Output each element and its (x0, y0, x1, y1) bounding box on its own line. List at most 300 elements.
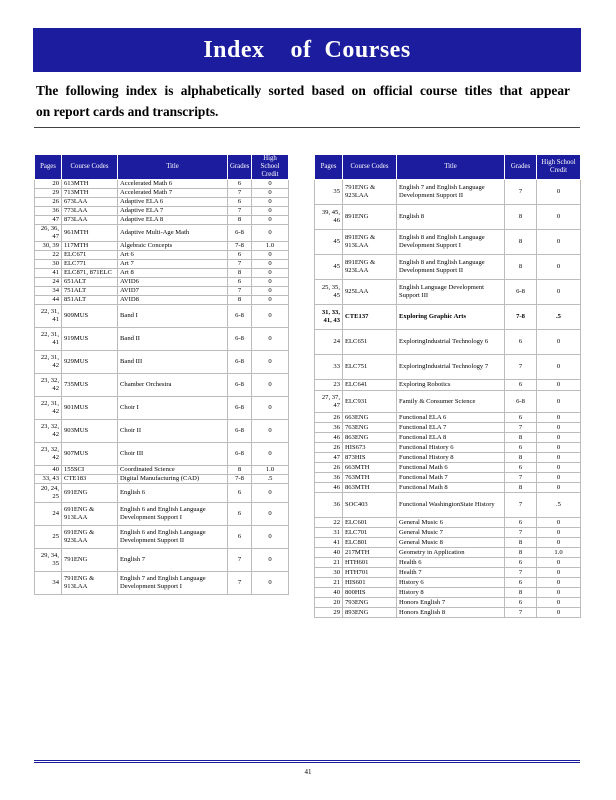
row-credit: 0 (252, 216, 289, 225)
header-grades: Grades (228, 155, 252, 180)
row-grades: 6 (505, 558, 537, 568)
row-grades: 6 (505, 380, 537, 391)
row-course-code: 793ENG (343, 598, 397, 608)
row-course-code: 751ALT (62, 287, 118, 296)
row-credit: 0 (537, 433, 581, 443)
row-pages: 23 (315, 380, 343, 391)
row-course-code: HIS601 (343, 578, 397, 588)
row-course-code: 613MTH (62, 180, 118, 189)
row-title: Functional History 6 (397, 443, 505, 453)
row-pages: 20 (35, 180, 62, 189)
row-grades: 8 (505, 548, 537, 558)
row-pages: 29 (315, 608, 343, 618)
row-credit: 0 (537, 391, 581, 413)
row-title: Adaptive ELA 8 (118, 216, 228, 225)
row-credit: 0 (252, 198, 289, 207)
table-row (35, 420, 289, 443)
row-grades: 6-8 (228, 443, 252, 466)
row-credit: 0 (252, 397, 289, 420)
table-row (35, 225, 289, 242)
row-title: Adaptive Multi-Age Math (118, 225, 228, 242)
table-row (35, 443, 289, 466)
row-title: Functional History 8 (397, 453, 505, 463)
row-grades: 6 (228, 251, 252, 260)
table-row (315, 518, 581, 528)
row-credit: 0 (252, 207, 289, 216)
row-pages: 26 (315, 463, 343, 473)
header-course-codes: Course Codes (62, 155, 118, 180)
table-row (315, 255, 581, 280)
row-course-code: 961MTH (62, 225, 118, 242)
row-grades: 7 (228, 260, 252, 269)
row-pages: 33, 43 (35, 475, 62, 484)
row-credit: 0 (537, 230, 581, 255)
row-title: English 8 and English Language Development Support I (397, 230, 505, 255)
intro-line-1: The following index is alphabetically sorted based on official course titles that appear (36, 83, 570, 98)
row-credit: 0 (252, 287, 289, 296)
row-credit: 0 (252, 225, 289, 242)
row-course-code: 851ALT (62, 296, 118, 305)
row-credit: 0 (537, 443, 581, 453)
row-course-code: 800HIS (343, 588, 397, 598)
row-pages: 47 (315, 453, 343, 463)
row-course-code: 893ENG (343, 608, 397, 618)
row-pages: 20 (315, 598, 343, 608)
row-course-code: 925LAA (343, 280, 397, 305)
row-pages: 47 (35, 216, 62, 225)
row-credit: 0 (252, 351, 289, 374)
table-row (315, 453, 581, 463)
row-title: AVID8 (118, 296, 228, 305)
row-course-code: ELC931 (343, 391, 397, 413)
table-row (35, 549, 289, 572)
row-grades: 8 (228, 216, 252, 225)
table-row (35, 572, 289, 595)
table-row (315, 433, 581, 443)
row-credit: 0 (537, 578, 581, 588)
row-pages: 22, 31, 41 (35, 305, 62, 328)
row-grades: 8 (228, 296, 252, 305)
row-grades: 7 (505, 473, 537, 483)
table-row (35, 526, 289, 549)
row-pages: 45 (315, 255, 343, 280)
row-title: Exploring Graphic Arts (397, 305, 505, 330)
table-row (315, 483, 581, 493)
row-grades: 6 (505, 463, 537, 473)
row-course-code: 663MTH (343, 463, 397, 473)
row-pages: 36 (315, 493, 343, 518)
row-title: Functional Math 8 (397, 483, 505, 493)
table-header-row (315, 155, 581, 180)
row-grades: 6 (228, 198, 252, 207)
row-course-code: 663ENG (343, 413, 397, 423)
row-grades: 7 (505, 493, 537, 518)
table-row (35, 269, 289, 278)
row-grades: 7 (505, 568, 537, 578)
row-title: ExploringIndustrial Technology 7 (397, 355, 505, 380)
row-title: Chamber Orchestra (118, 374, 228, 397)
row-title: Choir II (118, 420, 228, 443)
course-index-table-left (34, 154, 289, 595)
row-pages: 26 (35, 198, 62, 207)
row-course-code: 873HIS (343, 453, 397, 463)
row-course-code: ELC801 (343, 538, 397, 548)
row-course-code: ELC671 (62, 251, 118, 260)
intro-line-2: on report cards and transcripts. (36, 104, 219, 119)
row-pages: 22, 31, 41 (35, 328, 62, 351)
row-pages: 24 (35, 278, 62, 287)
row-pages: 31, 33, 41, 43 (315, 305, 343, 330)
row-credit: 0 (537, 598, 581, 608)
row-credit: 0 (537, 538, 581, 548)
row-credit: .5 (537, 493, 581, 518)
row-credit: 0 (252, 503, 289, 526)
row-grades: 8 (505, 588, 537, 598)
row-course-code: HTH701 (343, 568, 397, 578)
row-credit: 0 (537, 518, 581, 528)
row-course-code: ELC871, 871ELC (62, 269, 118, 278)
header-pages: Pages (315, 155, 343, 180)
header-title: Title (397, 155, 505, 180)
row-grades: 7 (505, 528, 537, 538)
row-credit: 0 (252, 484, 289, 503)
row-pages: 27, 37, 47 (315, 391, 343, 413)
row-credit: 0 (537, 355, 581, 380)
row-credit: 0 (252, 305, 289, 328)
row-pages: 24 (35, 503, 62, 526)
table-row (35, 351, 289, 374)
row-title: General Music 8 (397, 538, 505, 548)
row-pages: 40 (315, 588, 343, 598)
header-credit: High School Credit (537, 155, 581, 180)
row-title: AVID7 (118, 287, 228, 296)
row-title: English Language Development Support III (397, 280, 505, 305)
table-row (35, 503, 289, 526)
table-row (35, 296, 289, 305)
row-grades: 6 (228, 484, 252, 503)
row-pages: 30, 39 (35, 242, 62, 251)
row-course-code: 673LAA (62, 198, 118, 207)
row-credit: 0 (252, 526, 289, 549)
table-row (315, 493, 581, 518)
row-grades: 8 (505, 255, 537, 280)
row-title: Band I (118, 305, 228, 328)
row-grades: 6-8 (228, 305, 252, 328)
row-title: Coordinated Science (118, 466, 228, 475)
row-grades: 6-8 (228, 397, 252, 420)
table-row (315, 355, 581, 380)
row-pages: 25, 35, 45 (315, 280, 343, 305)
table-row (315, 391, 581, 413)
row-title: Functional ELA 7 (397, 423, 505, 433)
row-grades: 7 (228, 287, 252, 296)
row-grades: 7 (505, 608, 537, 618)
row-grades: 6-8 (228, 225, 252, 242)
row-pages: 21 (315, 578, 343, 588)
row-credit: .5 (537, 305, 581, 330)
row-credit: 0 (252, 328, 289, 351)
row-grades: 8 (505, 538, 537, 548)
row-pages: 30 (315, 568, 343, 578)
row-grades: 6 (228, 503, 252, 526)
row-credit: 0 (537, 483, 581, 493)
row-course-code: 891ENG & 923LAA (343, 255, 397, 280)
row-credit: 0 (537, 330, 581, 355)
page-number: 41 (304, 768, 312, 776)
table-row (315, 528, 581, 538)
row-grades: 6 (228, 180, 252, 189)
row-pages: 22 (315, 518, 343, 528)
row-title: Family & Consumer Science (397, 391, 505, 413)
row-course-code: 907MUS (62, 443, 118, 466)
table-row (315, 423, 581, 433)
row-course-code: HTH601 (343, 558, 397, 568)
table-row (35, 466, 289, 475)
row-grades: 6 (505, 330, 537, 355)
row-course-code: 901MUS (62, 397, 118, 420)
row-course-code: 903MUS (62, 420, 118, 443)
row-title: Functional WashingtonState History (397, 493, 505, 518)
row-pages: 23, 32, 42 (35, 374, 62, 397)
row-course-code: 891ENG & 913LAA (343, 230, 397, 255)
row-grades: 7 (505, 180, 537, 205)
table-row (35, 242, 289, 251)
row-course-code: 791ENG & 923LAA (343, 180, 397, 205)
row-course-code: 763MTH (343, 473, 397, 483)
row-title: English 7 (118, 549, 228, 572)
row-pages: 36 (315, 473, 343, 483)
row-course-code: ELC771 (62, 260, 118, 269)
bottom-divider (34, 760, 580, 763)
row-grades: 6 (505, 578, 537, 588)
table-row (315, 330, 581, 355)
table-row (315, 205, 581, 230)
row-grades: 6-8 (228, 374, 252, 397)
table-row (35, 287, 289, 296)
row-course-code: 155SCI (62, 466, 118, 475)
row-pages: 26 (315, 413, 343, 423)
row-title: Functional ELA 8 (397, 433, 505, 443)
row-credit: 0 (537, 608, 581, 618)
row-course-code: 873LAA (62, 216, 118, 225)
row-course-code: 791ENG & 913LAA (62, 572, 118, 595)
row-course-code: ELC641 (343, 380, 397, 391)
row-credit: 0 (537, 380, 581, 391)
header-title: Title (118, 155, 228, 180)
row-course-code: 891ENG (343, 205, 397, 230)
table-row (35, 328, 289, 351)
row-pages: 30 (35, 260, 62, 269)
table-row (35, 305, 289, 328)
header-grades: Grades (505, 155, 537, 180)
row-pages: 26, 36, 47 (35, 225, 62, 242)
row-grades: 6-8 (228, 351, 252, 374)
row-credit: 0 (537, 255, 581, 280)
row-title: Accelerated Math 6 (118, 180, 228, 189)
row-credit: 0 (252, 443, 289, 466)
row-pages: 36 (35, 207, 62, 216)
row-pages: 41 (315, 538, 343, 548)
row-pages: 34 (35, 287, 62, 296)
row-grades: 6 (228, 278, 252, 287)
row-credit: 0 (252, 260, 289, 269)
row-title: English 7 and English Language Development Support I (118, 572, 228, 595)
row-title: Art 8 (118, 269, 228, 278)
row-credit: 0 (252, 420, 289, 443)
row-title: Geometry in Application (397, 548, 505, 558)
row-grades: 7 (228, 572, 252, 595)
row-title: Adaptive ELA 7 (118, 207, 228, 216)
row-title: Adaptive ELA 6 (118, 198, 228, 207)
table-row (315, 230, 581, 255)
row-course-code: 773LAA (62, 207, 118, 216)
row-credit: 0 (252, 189, 289, 198)
row-credit: 0 (252, 251, 289, 260)
row-grades: 6-8 (228, 420, 252, 443)
row-pages: 23, 32, 42 (35, 443, 62, 466)
row-pages: 46 (315, 433, 343, 443)
table-row (315, 558, 581, 568)
row-credit: 0 (252, 180, 289, 189)
row-credit: 0 (537, 453, 581, 463)
row-grades: 6 (228, 526, 252, 549)
row-title: Art 6 (118, 251, 228, 260)
row-grades: 7 (228, 207, 252, 216)
row-title: History 8 (397, 588, 505, 598)
row-title: Honors English 7 (397, 598, 505, 608)
table-row (315, 380, 581, 391)
row-title: AVID6 (118, 278, 228, 287)
row-credit: 0 (537, 205, 581, 230)
row-pages: 40 (315, 548, 343, 558)
row-credit: 1.0 (252, 242, 289, 251)
table-body-right (315, 180, 581, 618)
table-row (35, 207, 289, 216)
row-pages: 41 (35, 269, 62, 278)
row-title: Band II (118, 328, 228, 351)
row-credit: 0 (252, 296, 289, 305)
row-course-code: 691ENG & 923LAA (62, 526, 118, 549)
top-divider (34, 127, 580, 128)
row-pages: 21 (315, 558, 343, 568)
table-row (315, 473, 581, 483)
row-course-code: ELC651 (343, 330, 397, 355)
row-title: Functional Math 6 (397, 463, 505, 473)
table-row (35, 278, 289, 287)
table-row (315, 463, 581, 473)
row-grades: 7 (505, 355, 537, 380)
row-title: Functional Math 7 (397, 473, 505, 483)
header-credit: High School Credit (252, 155, 289, 180)
row-course-code: 651ALT (62, 278, 118, 287)
row-pages: 26 (315, 443, 343, 453)
row-grades: 8 (228, 269, 252, 278)
row-pages: 34 (35, 572, 62, 595)
row-credit: 1.0 (537, 548, 581, 558)
table-row (35, 475, 289, 484)
row-credit: 0 (252, 278, 289, 287)
row-grades: 6-8 (505, 391, 537, 413)
row-grades: 7-8 (505, 305, 537, 330)
row-title: General Music 6 (397, 518, 505, 528)
row-grades: 6 (505, 598, 537, 608)
row-title: Choir I (118, 397, 228, 420)
table-row (315, 608, 581, 618)
row-grades: 8 (505, 483, 537, 493)
row-credit: 0 (252, 549, 289, 572)
row-course-code: HIS673 (343, 443, 397, 453)
row-title: Digital Manufacturing (CAD) (118, 475, 228, 484)
row-credit: 1.0 (252, 466, 289, 475)
row-pages: 23, 32, 42 (35, 420, 62, 443)
row-title: General Music 7 (397, 528, 505, 538)
row-grades: 7-8 (228, 475, 252, 484)
row-pages: 22 (35, 251, 62, 260)
row-title: Choir III (118, 443, 228, 466)
row-title: Health 7 (397, 568, 505, 578)
row-credit: 0 (537, 463, 581, 473)
row-title: English 8 (397, 205, 505, 230)
row-credit: 0 (537, 423, 581, 433)
table-row (315, 413, 581, 423)
row-grades: 8 (505, 230, 537, 255)
row-grades: 7 (228, 549, 252, 572)
row-pages: 35 (315, 180, 343, 205)
row-course-code: CTE137 (343, 305, 397, 330)
table-row (315, 280, 581, 305)
row-title: English 7 and English Language Development Support II (397, 180, 505, 205)
row-grades: 8 (505, 205, 537, 230)
row-title: English 6 (118, 484, 228, 503)
table-row (315, 598, 581, 608)
table-row (315, 538, 581, 548)
header-course-codes: Course Codes (343, 155, 397, 180)
course-index-table-right (314, 154, 581, 618)
row-title: Accelerated Math 7 (118, 189, 228, 198)
row-course-code: CTE183 (62, 475, 118, 484)
table-row (315, 443, 581, 453)
row-pages: 45 (315, 230, 343, 255)
table-row (35, 397, 289, 420)
row-title: Health 6 (397, 558, 505, 568)
row-credit: 0 (252, 374, 289, 397)
row-grades: 6-8 (505, 280, 537, 305)
page-title-banner (33, 28, 581, 72)
row-title: English 8 and English Language Development Support II (397, 255, 505, 280)
row-credit: 0 (252, 269, 289, 278)
row-course-code: 735MUS (62, 374, 118, 397)
row-course-code: 929MUS (62, 351, 118, 374)
row-credit: 0 (537, 180, 581, 205)
row-course-code: 713MTH (62, 189, 118, 198)
row-credit: 0 (537, 588, 581, 598)
row-pages: 31 (315, 528, 343, 538)
row-grades: 6 (505, 413, 537, 423)
row-course-code: 863MTH (343, 483, 397, 493)
table-row (35, 484, 289, 503)
row-grades: 8 (505, 453, 537, 463)
row-grades: 7 (505, 423, 537, 433)
row-course-code: 117MTH (62, 242, 118, 251)
row-pages: 33 (315, 355, 343, 380)
row-pages: 39, 45, 46 (315, 205, 343, 230)
row-pages: 46 (315, 483, 343, 493)
row-course-code: ELC751 (343, 355, 397, 380)
row-pages: 29 (35, 189, 62, 198)
row-course-code: ELC601 (343, 518, 397, 528)
row-grades: 6 (505, 443, 537, 453)
row-title: Algebraic Concepts (118, 242, 228, 251)
